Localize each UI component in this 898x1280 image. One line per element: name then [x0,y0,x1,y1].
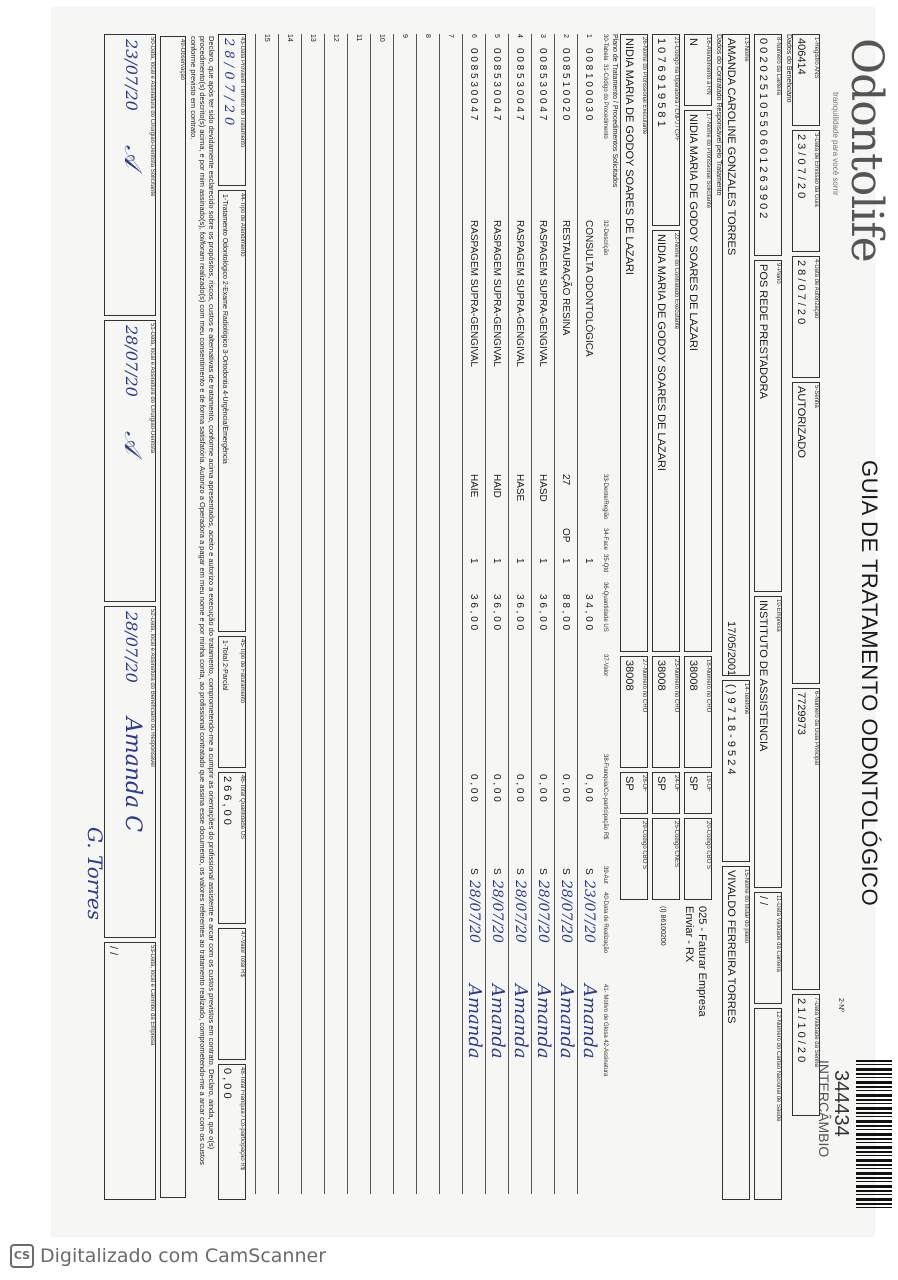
procedure-code: 0 0 8 5 1 0 0 2 0 [560,48,571,121]
patient-signature: Amanda [579,984,600,1059]
procedure-code: 0 0 8 5 3 0 0 4 7 [468,48,479,121]
camscanner-watermark [10,1244,326,1268]
table-row [531,34,552,1194]
table-header: 41- Motivo de Glosa 42-Assinatura [602,984,608,1077]
tooth-region: 27 [560,474,571,486]
numero-carteira-field: 8-Número da Carteira 0 0 2 0 2 5 1 0 5 5 0 6 0 1 2 6 3 9 0 2 [754,34,782,256]
table-header: 32-Descrição [602,220,608,256]
camscanner-text: Digitalizado com CamScanner [40,1245,327,1267]
validade-senha-field: 7-Data Validade da Senha 2 1 / 1 0 / 2 0 [792,994,820,1116]
scanned-paper [52,8,892,1236]
valor-total-field: 47-Valor Total R$ [218,928,246,1060]
copay: 0 , 0 0 [583,774,594,802]
quantity: 1 [468,558,479,564]
authorized: S [560,868,571,875]
procedure-description: RASPAGEM SUPRA-GENGIVAL [537,220,548,367]
row-number: 5 [493,34,500,38]
senha-field: 5-Senha AUTORIZADO [792,382,820,684]
nome-beneficiario-field: 13-Nome AMANDA CAROLINE GONZALES TORRES 17/05/2001 [722,34,750,676]
faturar-small: (I) 86100200 [659,906,666,946]
quantity-us: 3 6 , 0 0 [514,594,525,631]
row-number: 6 [470,34,477,38]
quantity: 1 [583,558,594,564]
patient-signature: Amanda [533,984,554,1059]
copay: 0 , 0 0 [468,774,479,802]
section-procedimentos: Plano de Tratamento / Procedimentos Solicitados [611,34,618,188]
table-header: 37-Valor [602,654,608,677]
procedure-code: 0 0 8 1 0 0 0 3 0 [583,48,594,121]
procedure-description: RASPAGEM SUPRA-GENGIVAL [514,220,525,367]
procedure-code: 0 0 8 5 3 0 0 4 7 [491,48,502,121]
declaration-text: Declaro, que após ter sido devidamente esclarecido sobre os propósitos, riscos, custos e alternativas de tratamento, conforme acima apresentados, aceito e autorizo a execução do tratamento, comprometendo-me a cumprir as orientações do profissional assistente e arcar com os custos previstos em contrato. Declaro, ainda, que o(s) procedimento(s) descrito(s) acima, e por mim assinado(s), foi/foram realizado(s) com meu consentimento e de forma satisfatória. Autorizo a Operadora a pagar em meu nome e por minha conta, ao profissional contratado que assina esse documento, os valores referentes ao tratamento realizado, comprometendo-me a arcar com os custos conforme previsto em contrato. [189,36,216,1165]
table-row [508,34,529,1194]
section-beneficiario: Dados do Beneficiário [785,34,792,103]
total-franquia-field: 48-Total Franquia / Co-participação R$ 0 , 0 0 [218,1064,246,1200]
row-number: 13 [309,34,316,42]
authorized: S [583,868,594,875]
telefone-field: 14-Telefone ( ) 9 7 1 8 - 9 5 2 4 [722,680,750,862]
row-number: 3 [539,34,546,38]
signature-beneficiario: 52-Data, local e Assinatura do Beneficiário ou Responsável 28/07/20 Amanda C G. Torres [104,606,156,938]
data-autorizacao-field: 4-Data de Autorização 2 8 / 0 7 / 2 0 [792,256,820,378]
form-title: GUIA DE TRATAMENTO ODONTOLÓGICO [857,460,882,907]
table-row [416,34,437,1194]
table-header: 35-Qtd [602,554,608,573]
patient-signature: Amanda [464,984,485,1059]
row-number: 8 [424,34,431,38]
quantity-us: 3 6 , 0 0 [537,594,548,631]
tooth-face: OP [560,528,571,543]
section-contratado: Dados do Contratado Responsável pelo Tratamento [715,34,722,196]
row-number: 11 [355,34,362,42]
registro-ans-field: 1-Registro ANS 406414 [792,34,820,126]
observacao-field: 49-Observação [160,36,186,1198]
realization-date: 28/07/20 [558,880,574,943]
procedure-description: RASPAGEM SUPRA-GENGIVAL [491,220,502,367]
row-number: 15 [263,34,270,42]
f52-signature: Amanda C [120,717,145,833]
table-row [301,34,322,1194]
table-row [255,34,276,1194]
logo-tagline: tranquilidade para você sorrir [831,92,840,196]
procedure-description: RASPAGEM SUPRA-GENGIVAL [468,220,479,367]
dental-treatment-form [83,30,898,1250]
table-row [439,34,460,1194]
authorized: S [514,868,525,875]
table-row [554,34,575,1194]
f51-date: 28/07/20 [122,325,141,397]
tooth-region: HASE [514,474,525,502]
cartao-nacional-field: 12-Número do Cartão Nacional de Saúde [754,1008,782,1200]
atendimento-rn-field: 16-Atendimento a RN N [684,34,712,106]
table-row [370,34,391,1194]
procedure-code: 0 0 8 5 3 0 0 4 7 [514,48,525,121]
table-header: 39-Aut [602,866,608,884]
table-header: 38-Franquia/Co-participação R$ [602,754,608,840]
guia-principal-field: 6-Número da Guia Principal 7729973 [792,688,820,990]
data-emissao-field: 3-Data de Emissão da Guia 2 3 / 0 7 / 2 0 [792,130,820,252]
barcode [856,1060,892,1210]
realization-date: 28/07/20 [535,880,551,943]
uf-prof-executante-field: 28-UF SP [620,772,648,814]
f51-signature: 𝒜 [119,431,147,454]
contratado-executante-field: 22-Nome do Contratado Executante NIDIA MARIA DE GODOY SOARES DE LAZARI [652,230,680,652]
plano-field: 9-Plano POS REDE PRESTADORA [754,260,782,592]
cro-prof-executante-field: 27-Número no CRO 38008 [620,656,648,768]
table-header: 31-Código do Procedimento [602,64,608,139]
authorized: S [468,868,479,875]
empresa-field: 10-Empresa INSTITUTO DE ASSISTENCIA [754,596,782,888]
quantity: 1 [514,558,525,564]
intercambio-label: INTERCÂMBIO [816,1060,832,1158]
total-us-field: 46-Total Quantidade US 2 6 6 , 0 0 [218,772,246,924]
profissional-solicitante-field: 17-Nome do Profissional Solicitante NIDIA MARIA DE GODOY SOARES DE LAZARI [684,110,712,652]
table-row [485,34,506,1194]
f52-signature-2: G. Torres [83,827,107,921]
termino-field: 43-Data Provável Término do Tratamento 2 8 / 0 7 / 2 0 [218,34,246,186]
table-row [393,34,414,1194]
codigo-operadora-field: 21-Código na Operadora / CNPJ / CPF 1 0 7 6 9 1 9 5 8 1 [652,34,680,226]
row-number: 10 [378,34,385,42]
table-row [462,34,483,1194]
procedure-description: RESTAURAÇÃO RESINA [560,220,571,336]
cro-solicitante-field: 18-Número no CRO 38008 [684,656,712,768]
camscanner-icon: CS [10,1244,34,1268]
row-number: 9 [401,34,408,38]
patient-signature: Amanda [556,984,577,1059]
validade-carteira-field: 11-Data Validade da Carteira / / [754,892,782,1004]
row-number: 4 [516,34,523,38]
tooth-region: HASD [537,474,548,502]
realization-date: 28/07/20 [512,880,528,943]
realization-date: 28/07/20 [466,880,482,943]
row-number: 7 [447,34,454,38]
table-header: 36-Quantidade US [602,582,608,632]
row-number: 2 [562,34,569,38]
copay: 0 , 0 0 [537,774,548,802]
row-number: 12 [332,34,339,42]
cbo-executante-field: 29-Código CBO S [620,818,648,900]
cnes-field: 25-Código CNES [652,818,680,900]
row-number: 1 [585,34,592,38]
guide-number: 344434 [830,1070,852,1137]
authorized: S [537,868,548,875]
quantity: 1 [560,558,571,564]
tipo-atendimento-field: 44-Tipo de Atendimento 1-Tratamento Odontológico 2-Exame Radiológico 3-Ortodontia 4-Urgência/Emergência [218,190,246,632]
realization-date: 23/07/20 [581,880,597,943]
table-header: 40-Data de Realização [602,892,608,954]
copay: 0 , 0 0 [491,774,502,802]
table-header: 34-Face [602,528,608,551]
table-row [347,34,368,1194]
row-number: 14 [286,34,293,42]
quantity-us: 3 4 , 0 0 [583,594,594,631]
odontolife-logo: Odontolife [841,38,892,262]
titular-plano-field: 15-Nome do titular do plano VIVALDO FERREIRA TORRES [722,866,750,1200]
uf-executante-field: 24-UF SP [652,772,680,814]
quantity-us: 3 6 , 0 0 [491,594,502,631]
procedure-code: 0 0 8 5 3 0 0 4 7 [537,48,548,121]
carimbo-empresa: 53-Data, local e Carimbo da Empresa / / [104,942,156,1200]
table-header: 33-Dente/Região [602,474,608,520]
uf-solicitante-field: 19-UF SP [684,772,712,814]
tipo-faturamento-field: 45-Tipo de Faturamento 1-Total 2-Parcial [218,636,246,768]
f50-signature: 𝒜 [119,145,147,168]
table-header: 30-Tabela [602,34,608,61]
authorized: S [491,868,502,875]
procedure-description: CONSULTA ODONTOLÓGICA [583,220,594,357]
table-row [324,34,345,1194]
tooth-region: HAIE [468,474,479,498]
copay: 0 , 0 0 [560,774,571,802]
cbo-solicitante-field: 20-Código CBO S [684,818,712,900]
profissional-executante-field: 26-Nome do Profissional Executante NIDIA MARIA DE GODOY SOARES DE LAZARI [620,34,648,652]
quantity: 1 [537,558,548,564]
quantity-us: 3 6 , 0 0 [468,594,479,631]
tooth-region: HAID [491,474,502,498]
data-nascimento: 17/05/2001 [725,621,737,677]
table-row [278,34,299,1194]
quantity-us: 8 8 , 0 0 [560,594,571,631]
f50-date: 23/07/20 [122,39,141,111]
copay: 0 , 0 0 [514,774,525,802]
realization-date: 28/07/20 [489,880,505,943]
patient-signature: Amanda [487,984,508,1059]
signature-solicitante: 50-Data, local e Assinatura do Cirurgião-Dentista Solicitante 23/07/20 𝒜 [104,34,156,316]
patient-signature: Amanda [510,984,531,1059]
cro-executante-field: 23-Número no CRO 38008 [652,656,680,768]
quantity: 1 [491,558,502,564]
table-row [577,34,598,1194]
signature-dentista: 51-Data, local e Assinatura do Cirurgião-Dentista 28/07/20 𝒜 [104,320,156,602]
faturar-note: 025 - Faturar Empresa Enviar - RX [683,906,708,1017]
page-number-label: 2-Nº [837,998,844,1012]
f52-date: 28/07/20 [122,611,141,683]
